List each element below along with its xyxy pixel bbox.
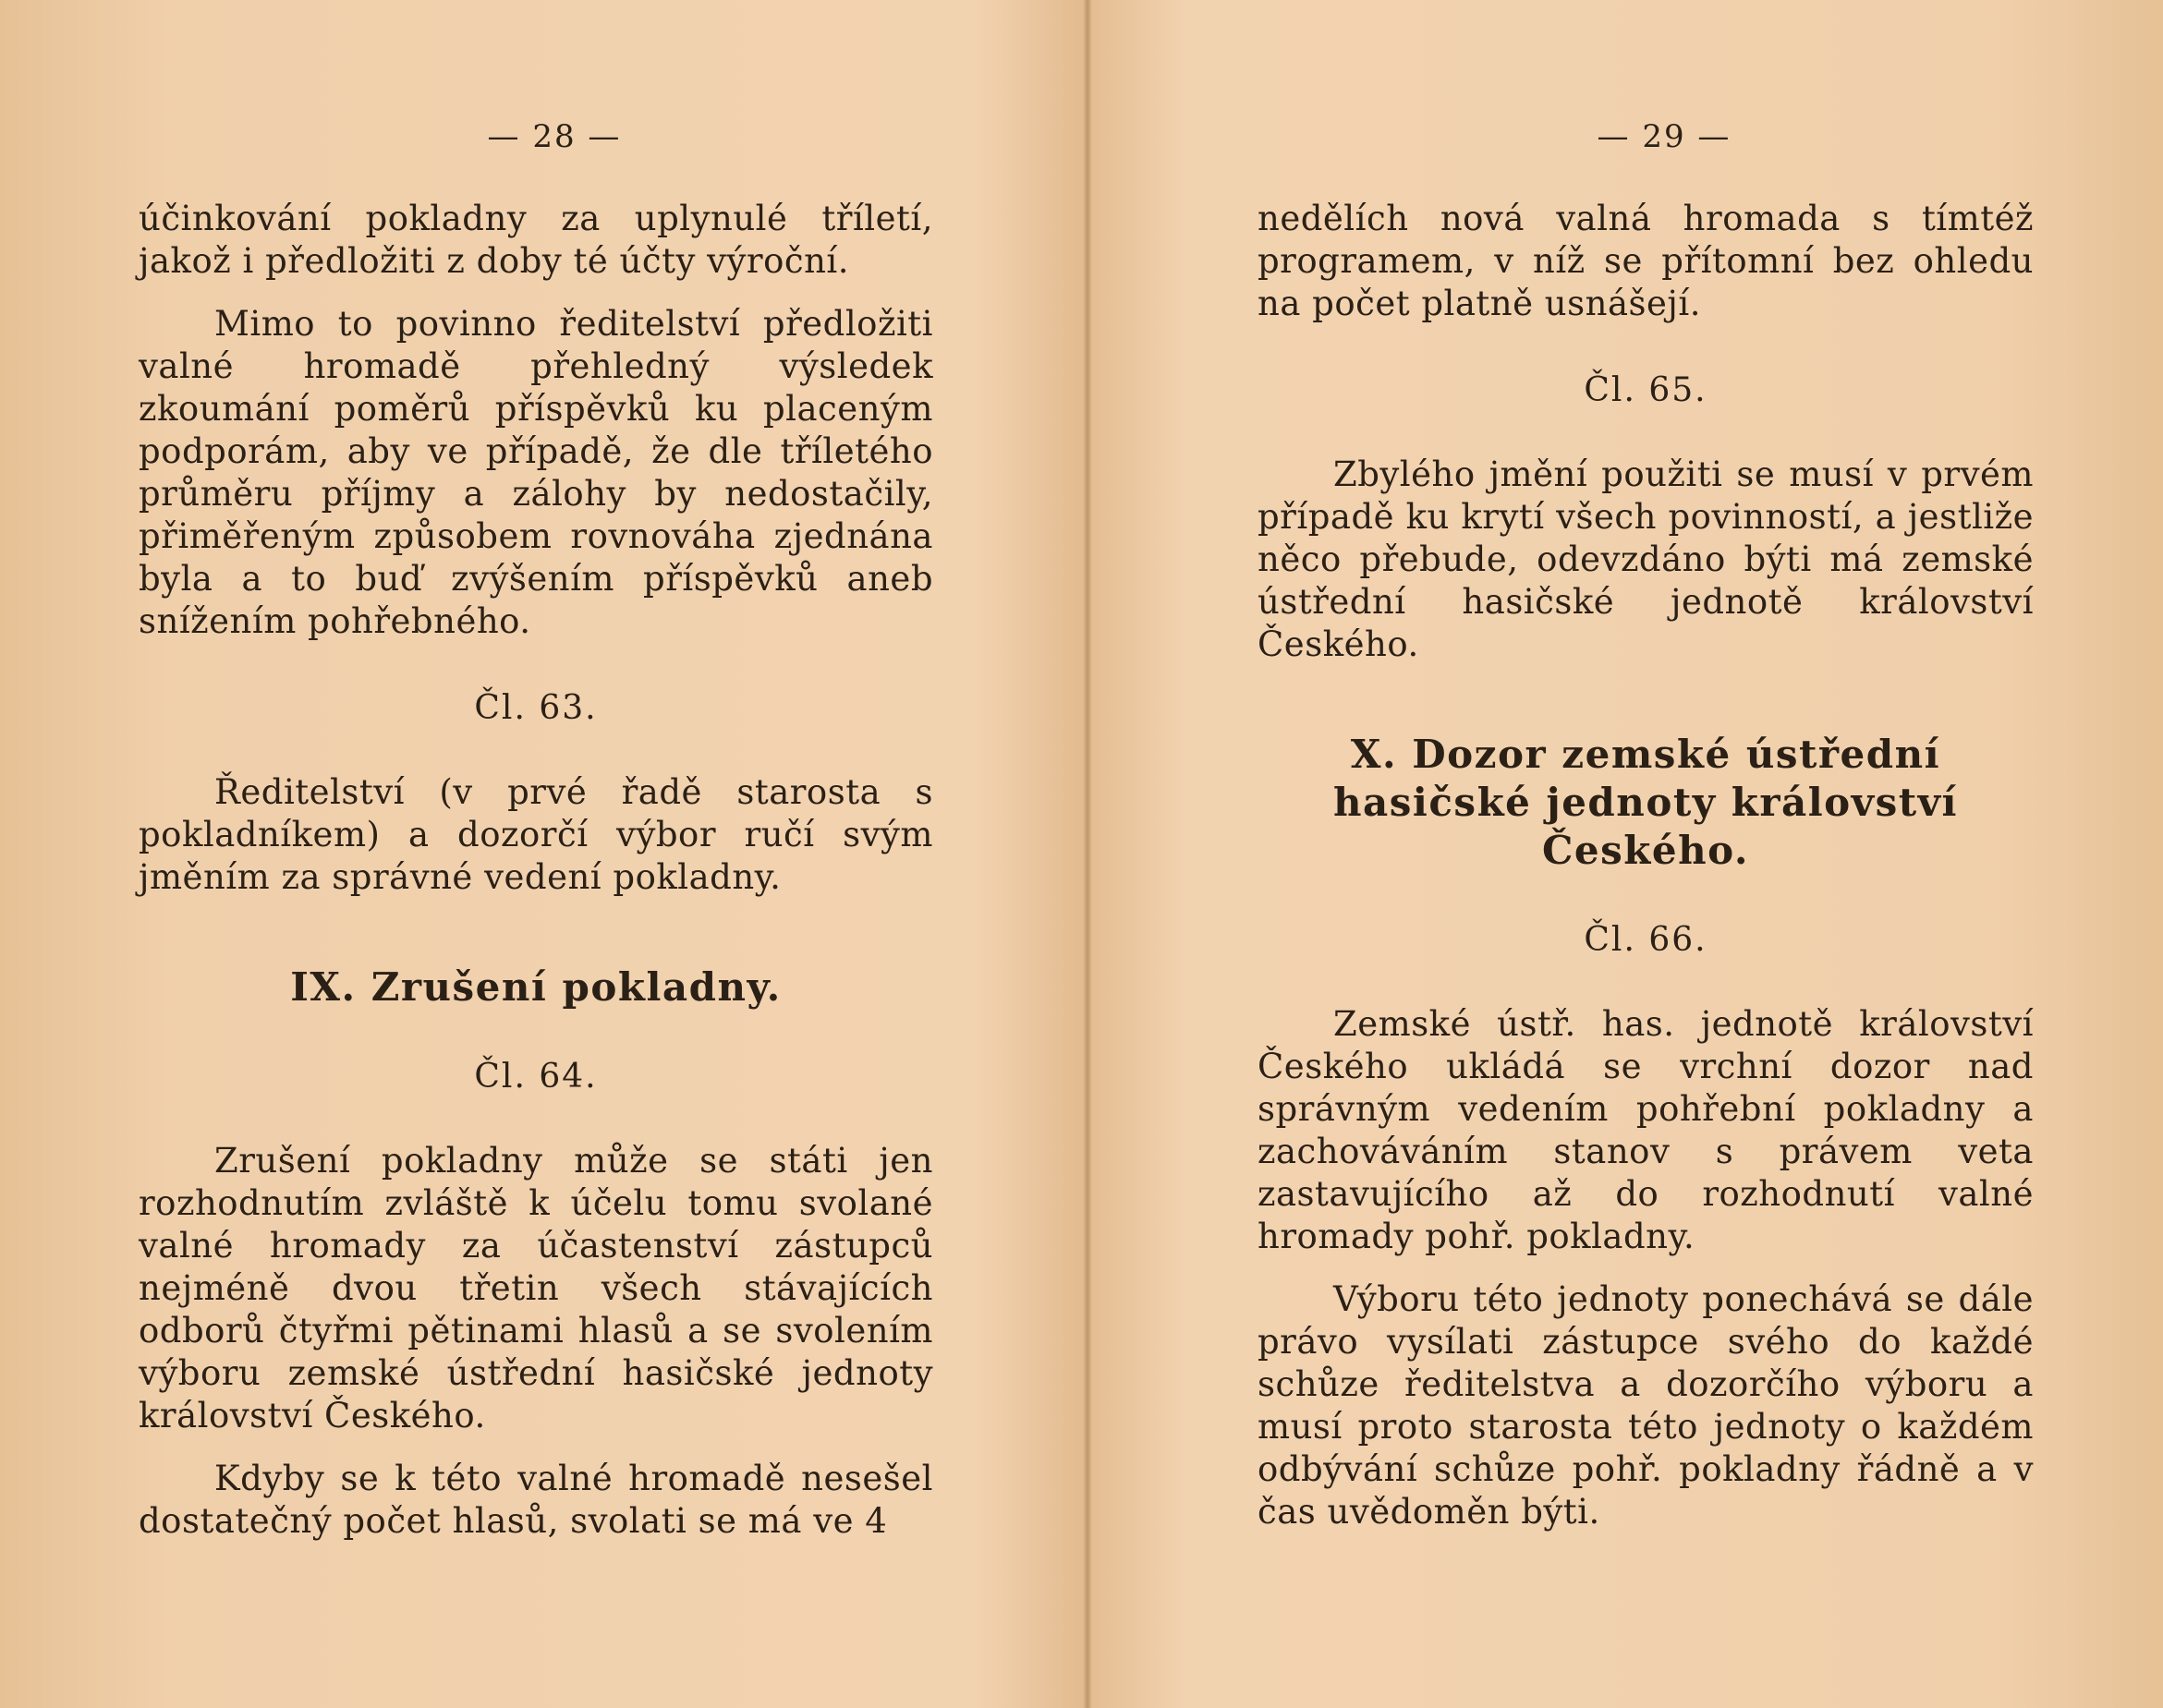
right-page (1082, 0, 2163, 1708)
paragraph-article-66a: Zemské ústř. has. jednotě království Českého ukládá se vrchní dozor nad správným vedením pohřební pokladny a zachováváním stanov s právem veta zastavujícího až do rozhodnutí valné hromady pohř. pokladny. (1258, 1004, 2034, 1256)
article-66-label: Čl. 66. (1584, 921, 1707, 959)
paragraph-article-64b: Kdyby se k této valné hromadě nesešel dostatečný počet hlasů, svolati se má ve 4 (139, 1459, 933, 1541)
page-number-29: — 29 — (1597, 118, 1732, 155)
article-63-label: Čl. 63. (474, 689, 598, 727)
paragraph-continuation-right: nedělích nová valná hromada s tímtéž programem, v níž se přítomní bez ohledu na počet platně usnášejí. (1258, 199, 2034, 323)
article-65-label: Čl. 65. (1584, 371, 1707, 409)
left-page (0, 0, 1081, 1708)
section-heading-ix: IX. Zrušení pokladny. (290, 964, 782, 1010)
article-64-label: Čl. 64. (474, 1058, 598, 1096)
paragraph-continuation: účinkování pokladny za uplynulé tříletí, jakož i předložiti z doby té účty výroční. (139, 199, 933, 281)
paragraph-article-65: Zbylého jmění použiti se musí v prvém případě ku krytí všech povinností, a jestliže něco přebude, odevzdáno býti má zemské ústřední hasičské jednotě království Českého. (1258, 454, 2034, 664)
paragraph-review-report: Mimo to povinno ředitelství předložiti valné hromadě přehledný výsledek zkoumání poměrů příspěvků ku placeným podporám, aby ve případě, že dle tříletého průměru příjmy a zálohy by nedostačily, přiměřeným způsobem rovnováha zjednána byla a to buď zvýšením příspěvků aneb snížením pohřebného. (139, 304, 933, 641)
paragraph-article-66b: Výboru této jednoty ponechává se dále právo vysílati zástupce svého do každé schůze ředitelstva a dozorčího výboru a musí proto starosta této jednoty o každém odbývání schůze pohř. pokladny řádně a v čas uvědoměn býti. (1258, 1279, 2034, 1532)
section-heading-x: X. Dozor zemské ústřední hasičské jednoty království Českého. (1333, 732, 1958, 873)
page-number-28: — 28 — (487, 118, 622, 155)
paragraph-article-64a: Zrušení pokladny může se státi jen rozhodnutím zvláště k účelu tomu svolané valné hromady za účastenství zástupců nejméně dvou třetin všech stávajících odborů čtyřmi pětinami hlasů a se svolením výboru zemské ústřední hasičské jednoty království Českého. (139, 1141, 933, 1435)
paragraph-article-63: Ředitelství (v prvé řadě starosta s pokladníkem) a dozorčí výbor ručí svým jměním za správné vedení pokladny. (139, 772, 933, 897)
